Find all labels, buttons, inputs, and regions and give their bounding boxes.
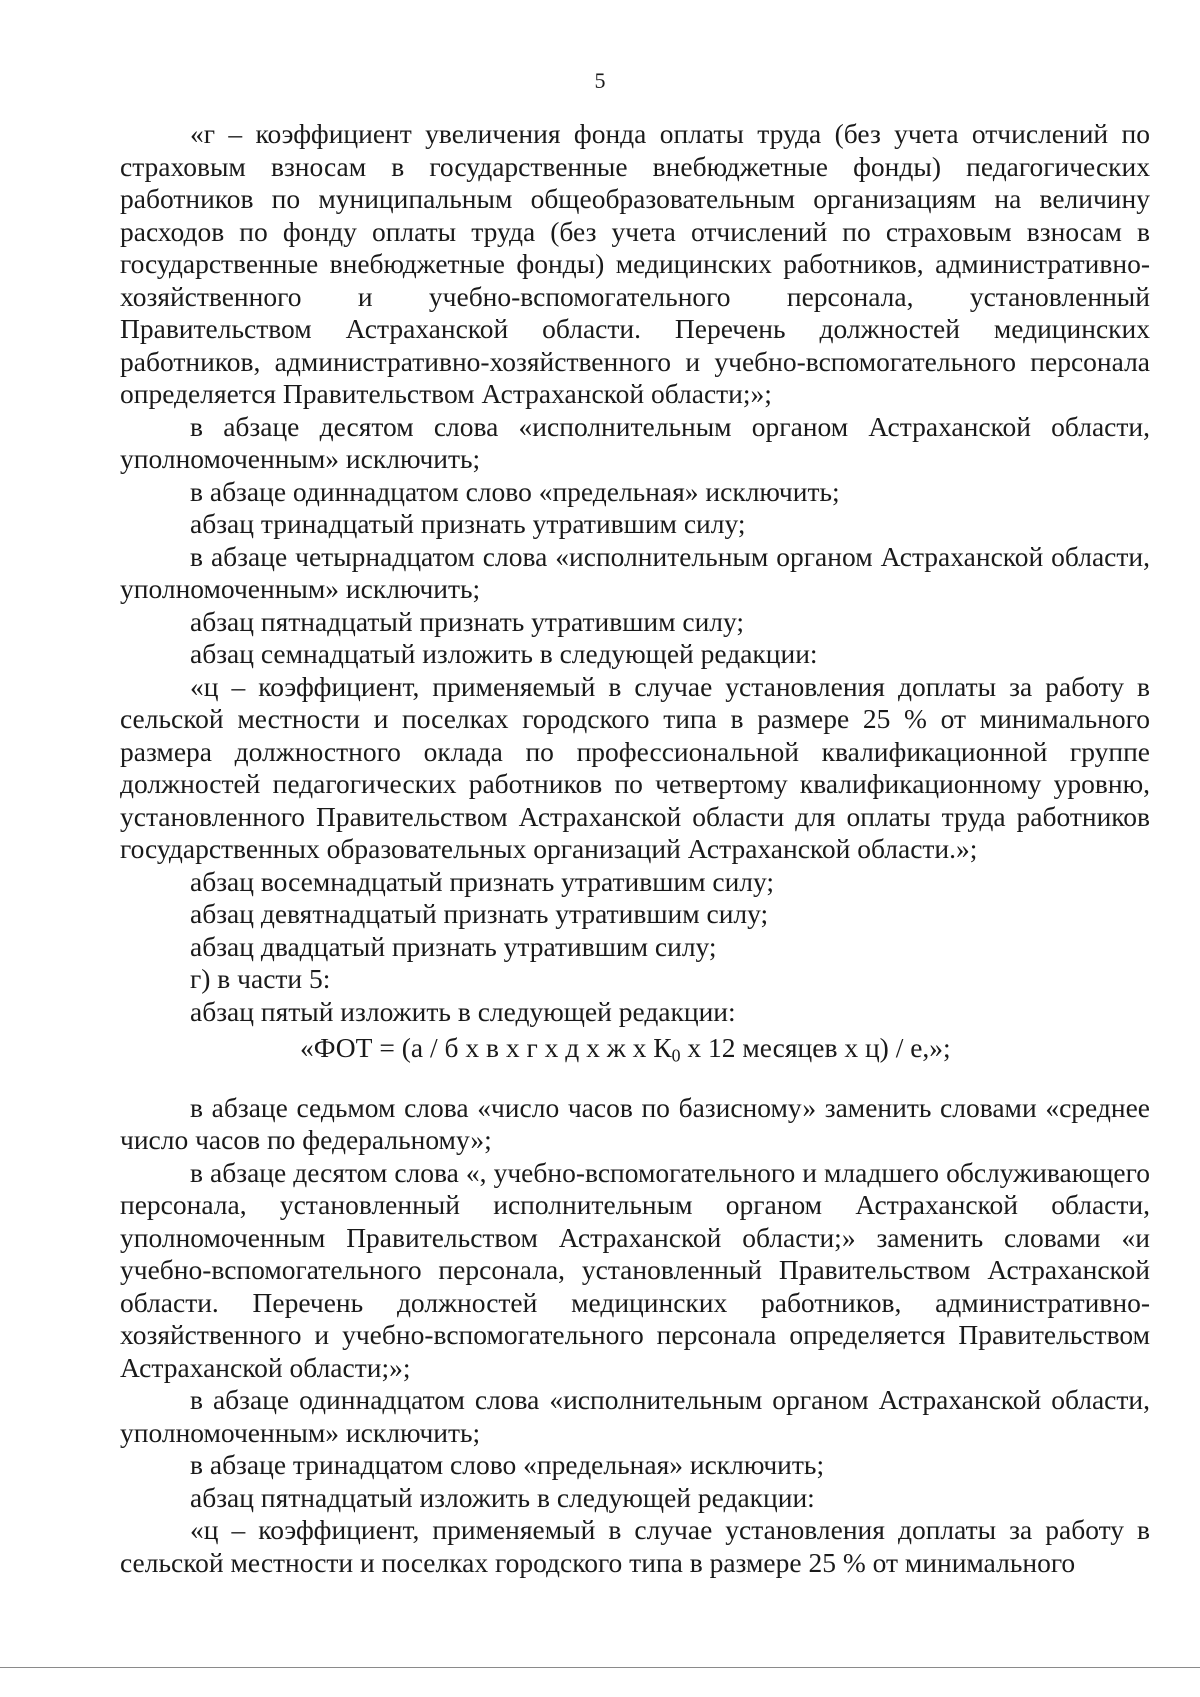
formula-subscript: 0 (671, 1045, 681, 1066)
paragraph: абзац восемнадцатый признать утратившим силу; (190, 865, 775, 897)
paragraph: абзац пятый изложить в следующей редакции: (190, 995, 736, 1027)
formula-end: х 12 месяцев х ц) / е,»; (680, 1032, 951, 1063)
paragraph: в абзаце одиннадцатом слова «исполнительным органом Астраханской области, уполномоченным» исключить; (120, 1384, 1150, 1448)
paragraph: в абзаце десятом слова «исполнительным органом Астраханской области, уполномоченным» исключить; (120, 410, 1150, 474)
paragraph: «ц – коэффициент, применяемый в случае установления доплаты за работу в сельской местности и поселках городского типа в размере 25 % от минимального размера должностного оклада по профессиональной квалификационной группе должностей педагогических работников по четвертому квалификационному уровню, установленного Правительством Астраханской области для оплаты труда работников государственных образовательных организаций Астраханской области.»; (120, 670, 1150, 864)
paragraph: «г – коэффициент увеличения фонда оплаты труда (без учета отчислений по страховым взносам в государственные внебюджетные фонды) педагогических работников по муниципальным общеобразовательным организациям на величину расходов по фонду оплаты труда (без учета отчислений по страховым взносам в государственные внебюджетные фонды) медицинских работников, административно-хозяйственного и учебно-вспомогательного персонала, установленный Правительством Астраханской области. Перечень должностей медицинских работников, административно-хозяйственного и учебно-вспомогательного персонала определяется Правительством Астраханской области;»; (120, 118, 1150, 409)
paragraph: абзац пятнадцатый изложить в следующей редакции: (190, 1481, 815, 1513)
paragraph: «ц – коэффициент, применяемый в случае установления доплаты за работу в сельской местности и поселках городского типа в размере 25 % от минимального (120, 1514, 1150, 1578)
paragraph: абзац тринадцатый признать утратившим силу; (190, 508, 746, 539)
page-bottom-rule (0, 1667, 1200, 1668)
paragraph: в абзаце десятом слова «, учебно-вспомогательного и младшего обслуживающего персонала, установленный исполнительным органом Астраханской области, уполномоченным Правительством Астраханской области;» заменить словами «и учебно-вспомогательного персонала, установленный Правительством Астраханской области. Перечень должностей медицинских работников, административно-хозяйственного и учебно-вспомогательного персонала определяется Правительством Астраханской области;»; (120, 1156, 1150, 1383)
paragraph: абзац двадцатый признать утратившим силу; (190, 930, 717, 962)
formula (120, 1032, 1150, 1072)
paragraph: в абзаце тринадцатом слово «предельная» исключить; (190, 1449, 825, 1481)
paragraph: г) в части 5: (190, 963, 331, 994)
formula-start: «ФОТ = (а / б х в х г х д х ж х К (300, 1032, 672, 1063)
paragraph: в абзаце четырнадцатом слова «исполнительным органом Астраханской области, уполномоченным» исключить; (120, 540, 1150, 604)
paragraph: абзац девятнадцатый признать утратившим силу; (190, 898, 769, 929)
paragraph: абзац пятнадцатый признать утратившим силу; (190, 605, 745, 637)
page-number: 5 (594, 68, 606, 93)
paragraph: в абзаце седьмом слова «число часов по базисному» заменить словами «среднее число часов по федеральному»; (120, 1091, 1150, 1156)
paragraph: абзац семнадцатый изложить в следующей редакции: (190, 638, 818, 669)
paragraph: в абзаце одиннадцатом слово «предельная» исключить; (190, 475, 840, 507)
document-body (120, 118, 1150, 1579)
